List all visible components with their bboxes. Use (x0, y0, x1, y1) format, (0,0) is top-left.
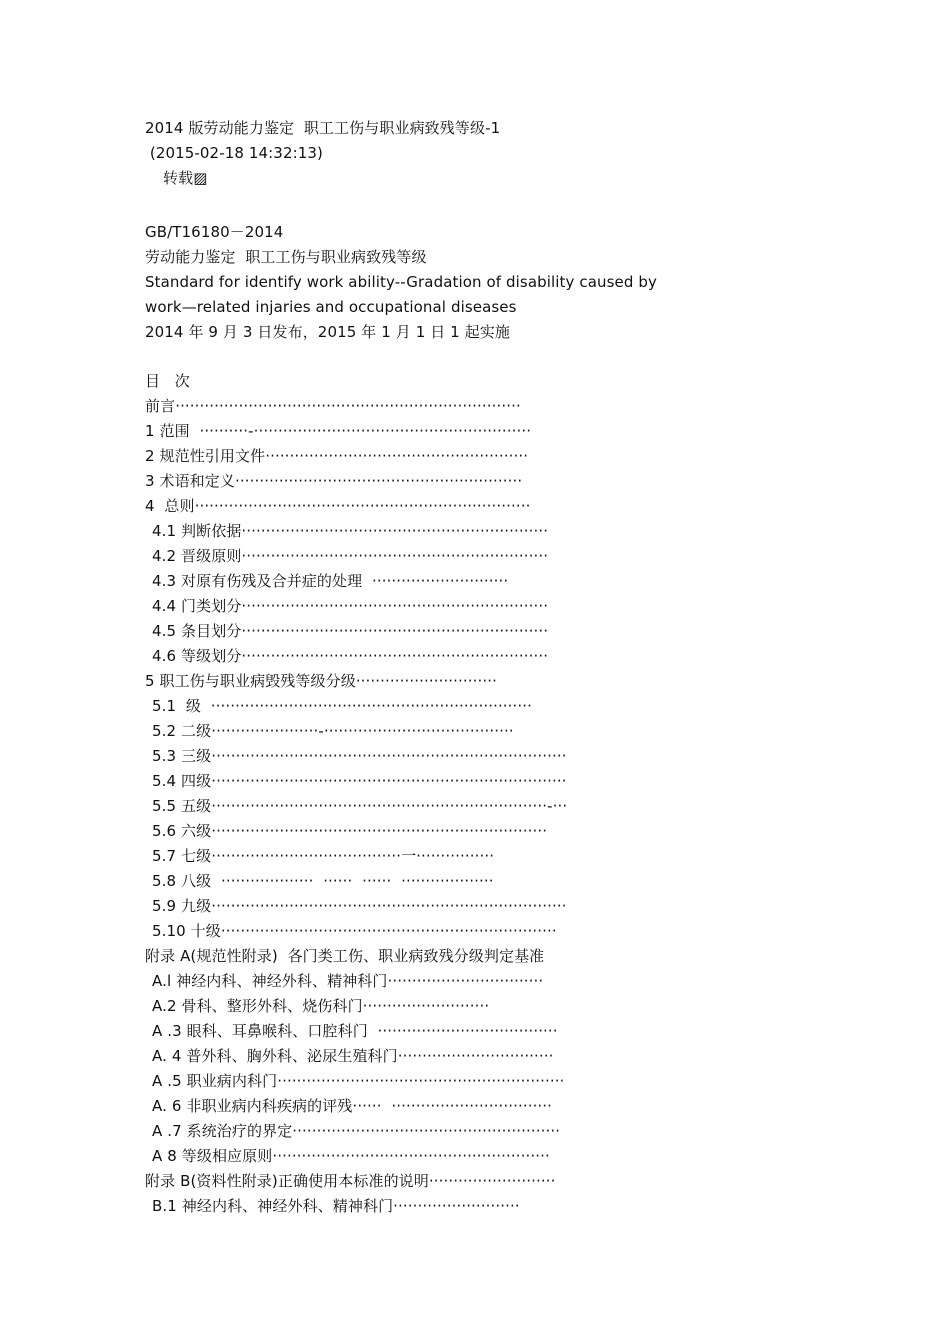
toc-item: A 8 等级相应原则························································· (152, 1147, 550, 1165)
toc-item: 前言······································································· (145, 397, 521, 415)
toc-item: 附录 B(资料性附录)正确使用本标准的说明·························· (145, 1172, 556, 1190)
toc-item: 5.3 三级········································································· (152, 747, 567, 765)
toc-item: 5.8 八级 ··················· ······ ······ ··················· (152, 872, 494, 890)
toc-item: 4.5 条目划分······························································· (152, 622, 549, 640)
article-title: 2014 版劳动能力鉴定 职工工伤与职业病致残等级-1 (145, 119, 501, 137)
toc-item: 4.1 判断依据······························································· (152, 522, 549, 540)
toc-item: 5.9 九级········································································· (152, 897, 567, 915)
toc-item: 5.1 级 ·································································· (152, 697, 533, 715)
toc-item: A .7 系统治疗的界定······················································· (152, 1122, 561, 1140)
toc-heading: 目 次 (145, 372, 190, 390)
standard-title-cn: 劳动能力鉴定 职工工伤与职业病致残等级 (145, 248, 427, 266)
toc-item: A .5 职业病内科门··························································· (152, 1072, 565, 1090)
toc-item: 4.3 对原有伤残及合并症的处理 ···························· (152, 572, 509, 590)
standard-title-en-line2: work—related injaries and occupational diseases (145, 298, 517, 316)
standard-code: GB/T16180－2014 (145, 223, 284, 241)
toc-item: A. 6 非职业病内科疾病的评残······ ································· (152, 1097, 553, 1115)
toc-item: 4.2 晋级原则······························································· (152, 547, 549, 565)
toc-item: 5.2 二级······················-······································· (152, 722, 514, 740)
toc-item: A.l 神经内科、神经外科、精神科门································ (152, 972, 544, 990)
toc-item: A. 4 普外科、胸外科、泌尿生殖科门································ (152, 1047, 554, 1065)
standard-dates: 2014 年 9 月 3 日发布，2015 年 1 月 1 日 1 起实施 (145, 323, 510, 341)
toc-item: 5.10 十级····································································· (152, 922, 557, 940)
toc-item: 4.4 门类划分······························································· (152, 597, 549, 615)
publish-date: (2015-02-18 14:32:13) (145, 144, 323, 162)
standard-title-en-line1: Standard for identify work ability--Gradation of disability caused by (145, 273, 657, 291)
toc-item: B.1 神经内科、神经外科、精神科门·························· (152, 1197, 520, 1215)
toc-item: 3 术语和定义··························································· (145, 472, 523, 490)
toc-item: 1 范围 ··········-························································· (145, 422, 532, 440)
toc-item: 5.6 六级····································································· (152, 822, 548, 840)
toc-item: 5.5 五级·····································································-··· (152, 797, 568, 815)
toc-item: 5.4 四级········································································· (152, 772, 567, 790)
toc-item: 2 规范性引用文件······················································ (145, 447, 529, 465)
toc-item: 5.7 七级·······································一················ (152, 847, 495, 865)
toc-item: A.2 骨科、整形外科、烧伤科门·························· (152, 997, 490, 1015)
toc-item: 附录 A(规范性附录) 各门类工伤、职业病致残分级判定基准 (145, 947, 545, 965)
toc-item: 4 总则····································································· (145, 497, 531, 515)
repost-label[interactable]: 转载▨ (163, 169, 208, 187)
toc-item: 4.6 等级划分······························································· (152, 647, 549, 665)
toc-item: A .3 眼科、耳鼻喉科、口腔科门 ····································· (152, 1022, 558, 1040)
toc-item: 5 职工伤与职业病毁残等级分级····························· (145, 672, 497, 690)
